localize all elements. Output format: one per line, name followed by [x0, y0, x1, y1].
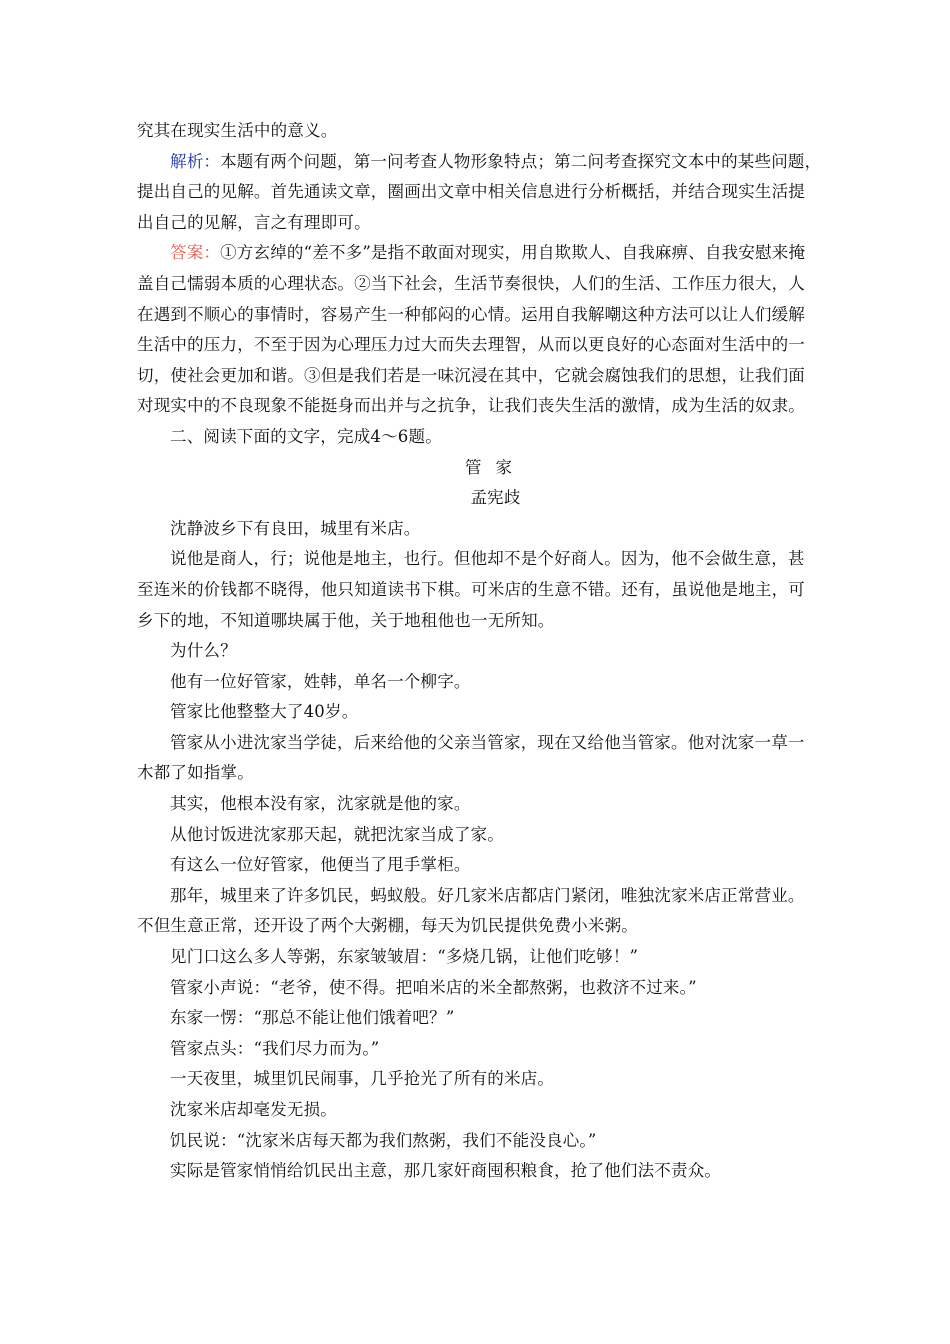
text-line: 提出自己的见解。首先通读文章，圈画出文章中相关信息进行分析概括，并结合现实生活提 — [137, 182, 805, 202]
section-heading: 二、阅读下面的文字，完成4～6题。 — [170, 426, 442, 446]
text-line: 见门口这么多人等粥，东家皱皱眉：“多烧几锅，让他们吃够！” — [170, 947, 639, 967]
text-line: 为什么？ — [170, 641, 237, 661]
text-line: 管家从小进沈家当学徒，后来给他的父亲当管家，现在又给他当管家。他对沈家一草一 — [170, 732, 805, 752]
text-line: 对现实中的不良现象不能挺身而出并与之抗争，让我们丧失生活的激情，成为生活的奴隶。 — [137, 396, 805, 416]
text-span: 本题有两个问题，第一问考查人物形象特点；第二问考查探究文本中的某些问题， — [220, 151, 822, 171]
answer-label: 答案： — [170, 243, 221, 263]
text-line: 出自己的见解，言之有理即可。 — [137, 212, 371, 232]
text-line: 那年，城里来了许多饥民，蚂蚁般。好几家米店都店门紧闭，唯独沈家米店正常营业。 — [170, 885, 805, 905]
text-line: 生活中的压力，不至于因为心理压力过大而失去理智，从而以更良好的心态面对生活中的一 — [137, 335, 805, 355]
text-line: 说他是商人，行；说他是地主，也行。但他却不是个好商人。因为，他不会做生意，甚 — [170, 549, 805, 569]
text-line: 管家比他整整大了40岁。 — [170, 702, 359, 722]
text-line: 至连米的价钱都不晓得，他只知道读书下棋。可米店的生意不错。还有，虽说他是地主，可 — [137, 579, 805, 599]
text-line: 实际是管家悄悄给饥民出主意，那几家奸商囤积粮食，抢了他们法不责众。 — [170, 1161, 722, 1181]
analysis-paragraph-start — [137, 147, 822, 178]
text-line: 他有一位好管家，姓韩，单名一个柳字。 — [170, 671, 471, 691]
text-span: ①方玄绰的“差不多”是指不敢面对现实，用自欺欺人、自我麻痹、自我安慰来掩 — [220, 243, 806, 263]
text-line: 究其在现实生活中的意义。 — [137, 121, 338, 140]
text-line: 在遇到不顺心的事情时，容易产生一种郁闷的心情。运用自我解嘲这种方法可以让人们缓解 — [137, 304, 805, 324]
text-line: 盖自己懦弱本质的心理状态。②当下社会，生活节奏很快，人们的生活、工作压力很大，人 — [137, 273, 805, 293]
text-line: 有这么一位好管家，他便当了甩手掌柜。 — [170, 855, 471, 875]
text-line: 一天夜里，城里饥民闹事，几乎抢光了所有的米店。 — [170, 1069, 555, 1089]
text-line: 东家一愣：“那总不能让他们饿着吧？” — [170, 1008, 455, 1028]
story-author: 孟宪歧 — [470, 488, 521, 508]
text-line: 沈静波乡下有良田，城里有米店。 — [170, 518, 421, 538]
text-line: 切，使社会更加和谐。③但是我们若是一味沉浸在其中，它就会腐蚀我们的思想，让我们面 — [137, 365, 805, 385]
text-line: 其实，他根本没有家，沈家就是他的家。 — [170, 794, 471, 814]
text-line: 木都了如指掌。 — [137, 763, 254, 783]
text-line: 管家小声说：“老爷，使不得。把咱米店的米全都熬粥，也救济不过来。” — [170, 977, 697, 997]
story-title: 管家 — [465, 457, 526, 477]
text-line: 乡下的地，不知道哪块属于他，关于地租他也一无所知。 — [137, 610, 555, 630]
text-line: 不但生意正常，还开设了两个大粥棚，每天为饥民提供免费小米粥。 — [137, 916, 638, 936]
analysis-label: 解析： — [170, 151, 221, 171]
text-line: 饥民说：“沈家米店每天都为我们熬粥，我们不能没良心。” — [170, 1130, 597, 1150]
text-line: 沈家米店却毫发无损。 — [170, 1100, 337, 1119]
text-line: 从他讨饭进沈家那天起，就把沈家当成了家。 — [170, 824, 504, 844]
answer-paragraph-start — [137, 238, 816, 269]
text-line: 管家点头：“我们尽力而为。” — [170, 1038, 380, 1058]
